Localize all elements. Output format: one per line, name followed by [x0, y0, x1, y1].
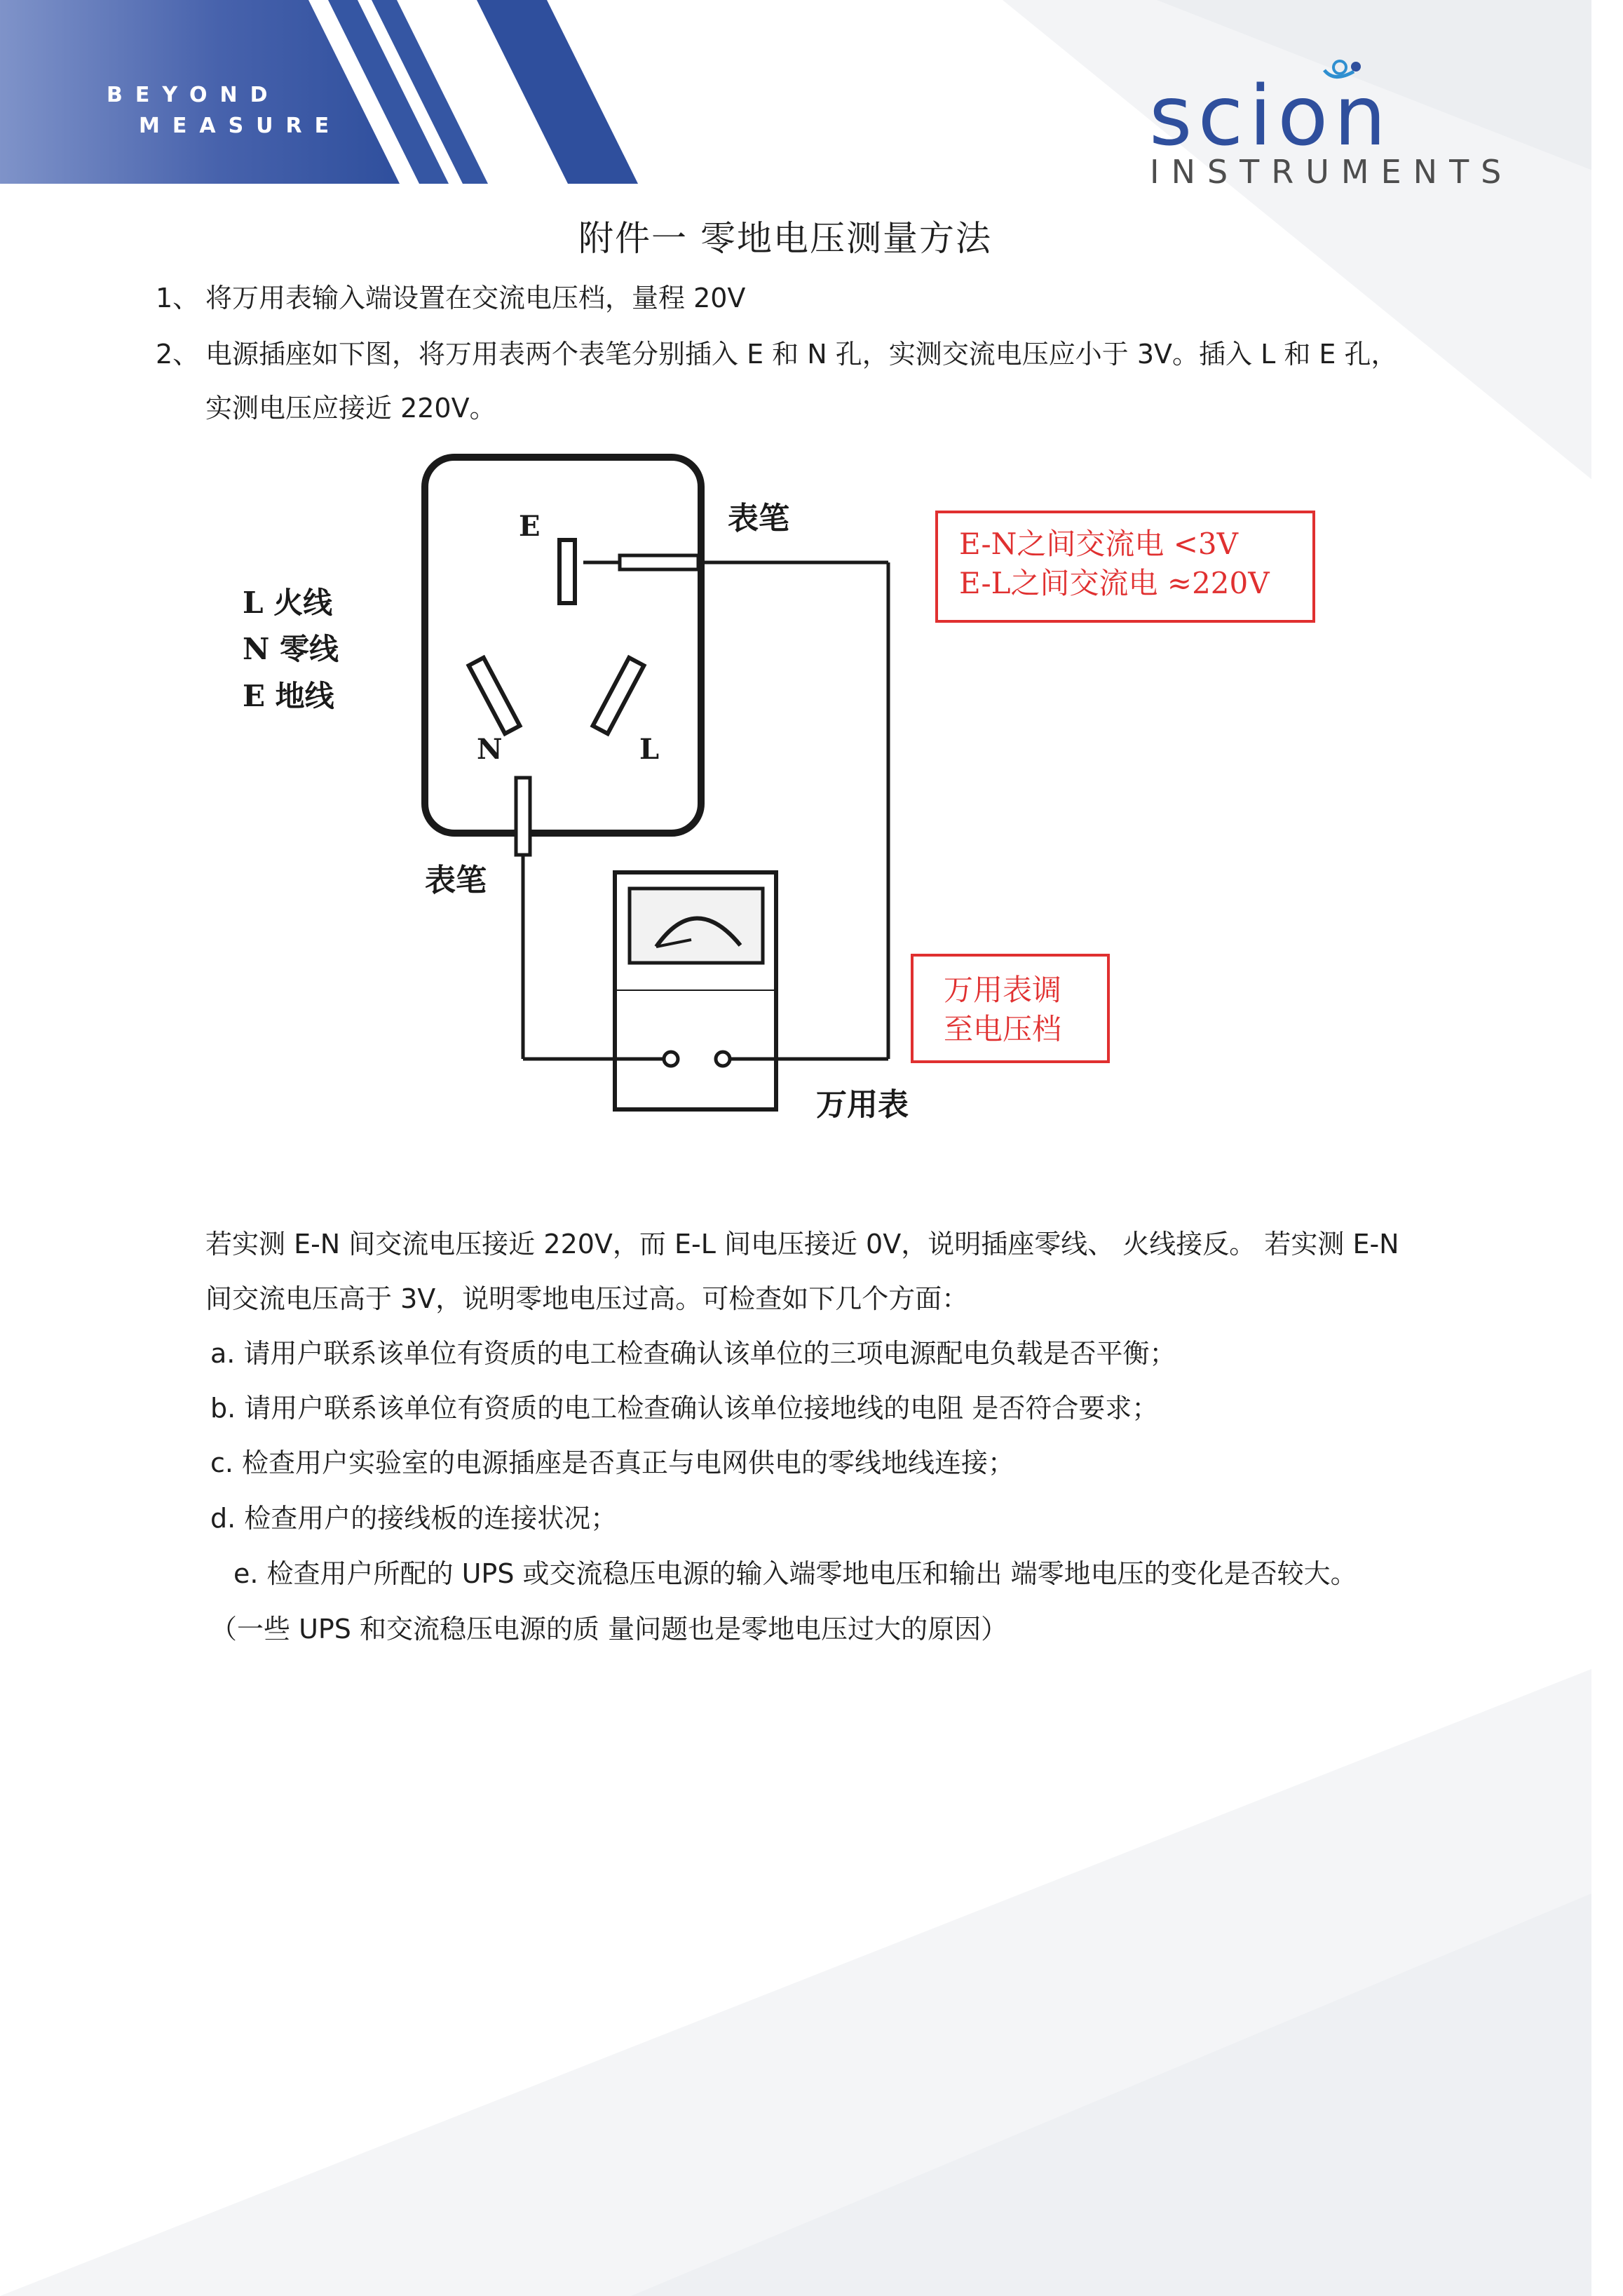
- socket-label-n: N: [477, 733, 503, 766]
- tagline-measure: MEASURE: [139, 114, 342, 138]
- probe-label-top: 表笔: [728, 501, 789, 536]
- socket-n-slot: [469, 658, 520, 734]
- socket-label-e: E: [519, 510, 541, 543]
- multimeter-label: 万用表: [816, 1087, 909, 1123]
- check-item-c: c. 检查用户实验室的电源插座是否真正与电网供电的零线地线连接；: [210, 1447, 1015, 1478]
- socket-label-l: L: [639, 733, 660, 766]
- step-1-number: 1、: [156, 283, 200, 313]
- check-item-e: e. 检查用户所配的 UPS 或交流稳压电源的输入端零地电压和输出 端零地电压的变化是否较大。: [233, 1558, 1357, 1589]
- header-banner: [0, 0, 638, 184]
- explanation-line-2: 间交流电压高于 3V，说明零地电压过高。可检查如下几个方面：: [205, 1283, 969, 1314]
- terminal-v-icon: [716, 1052, 730, 1066]
- terminal-com-icon: [664, 1052, 678, 1066]
- socket-e-slot: [559, 540, 575, 603]
- closing-note: （一些 UPS 和交流稳压电源的质 量问题也是零地电压过大的原因）: [210, 1614, 1008, 1645]
- logo-subtitle: INSTRUMENTS: [1150, 153, 1514, 191]
- legend-n: N 零线: [243, 632, 339, 666]
- page-title: 附件一 零地电压测量方法: [578, 218, 992, 259]
- legend-l: L 火线: [243, 586, 333, 620]
- voltage-note-line2: E-L之间交流电 ≈220V: [959, 566, 1270, 600]
- step-1-text: 将万用表输入端设置在交流电压档，量程 20V: [205, 283, 746, 313]
- check-item-d: d. 检查用户的接线板的连接状况；: [210, 1503, 618, 1534]
- bottom-probe: [516, 778, 530, 855]
- explanation-line-1: 若实测 E-N 间交流电压接近 220V，而 E-L 间电压接近 0V，说明插座零线、 火线接反。 若实测 E-N: [205, 1229, 1399, 1260]
- tagline-beyond: BEYOND: [107, 83, 280, 107]
- legend-e: E 地线: [243, 679, 334, 713]
- check-item-b: b. 请用户联系该单位有资质的电工检查确认该单位接地线的电阻 是否符合要求；: [210, 1393, 1159, 1424]
- step-2-continuation: 实测电压应接近 220V。: [205, 393, 496, 424]
- voltage-note-line1: E-N之间交流电 <3V: [959, 527, 1238, 561]
- step-2-number: 2、: [156, 339, 200, 370]
- svg-text:scion: scion: [1149, 67, 1392, 164]
- socket-measurement-diagram: [201, 436, 1361, 1146]
- probe-label-bottom: 表笔: [425, 863, 487, 898]
- check-item-a: a. 请用户联系该单位有资质的电工检查确认该单位的三项电源配电负载是否平衡；: [210, 1338, 1176, 1369]
- step-2-text: 电源插座如下图，将万用表两个表笔分别插入 E 和 N 孔，实测交流电压应小于 3V。插入 L 和 E 孔，: [205, 339, 1398, 370]
- top-probe: [620, 555, 698, 569]
- meter-setting-line1: 万用表调: [944, 973, 1062, 1007]
- multimeter-display: [630, 889, 763, 963]
- meter-setting-line2: 至电压档: [944, 1012, 1062, 1046]
- socket-l-slot: [593, 658, 644, 734]
- socket-outline: [425, 457, 701, 833]
